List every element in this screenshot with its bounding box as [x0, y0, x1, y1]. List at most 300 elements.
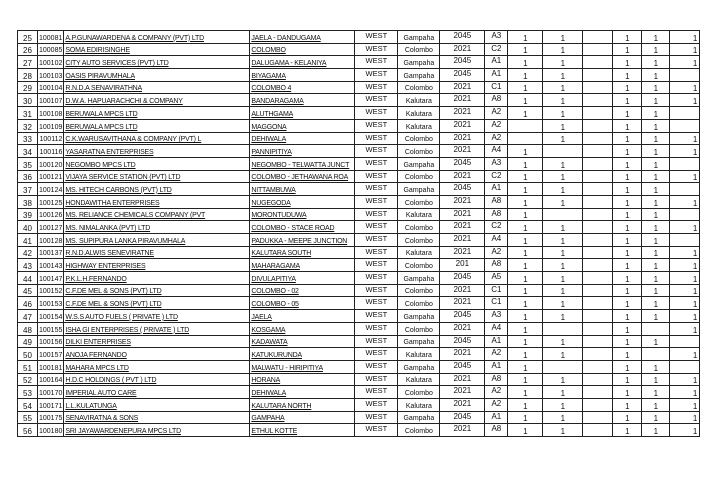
row-number: 50: [18, 348, 38, 361]
table-row: [18, 259, 700, 272]
class-code: A1: [485, 69, 508, 82]
flag-5: 1: [642, 69, 670, 82]
data-table: [17, 30, 700, 437]
capacity: 2021: [440, 107, 485, 120]
table-row: [18, 145, 700, 158]
class-code: C2: [485, 43, 508, 56]
flag-5: [642, 348, 670, 361]
flag-4: 1: [613, 157, 642, 170]
station-id: 100128: [38, 234, 64, 247]
flag-1: 1: [508, 322, 543, 335]
row-number: 54: [18, 398, 38, 411]
province: WEST: [355, 411, 398, 424]
dealer-name: SOMA EDIRISINGHE: [64, 43, 250, 56]
flag-6: 1: [670, 56, 700, 69]
flag-1: 1: [508, 195, 543, 208]
station-id: 100102: [38, 56, 64, 69]
flag-2: [543, 208, 583, 221]
row-number: 40: [18, 221, 38, 234]
flag-5: 1: [642, 259, 670, 272]
flag-3: [583, 56, 613, 69]
row-number: 36: [18, 170, 38, 183]
station-id: 100120: [38, 157, 64, 170]
class-code: A5: [485, 272, 508, 285]
flag-2: 1: [543, 81, 583, 94]
flag-1: 1: [508, 94, 543, 107]
district: Gampaha: [398, 310, 440, 323]
dealer-name: R.N.D.A SENAVIRATHNA: [64, 81, 250, 94]
flag-2: 1: [543, 424, 583, 437]
station-id: 100180: [38, 424, 64, 437]
flag-6: 1: [670, 145, 700, 158]
row-number: 33: [18, 132, 38, 145]
dealer-name: MS. NIMALANKA (PVT) LTD: [64, 221, 250, 234]
province: WEST: [355, 297, 398, 310]
capacity: 2021: [440, 297, 485, 310]
province: WEST: [355, 373, 398, 386]
flag-3: [583, 297, 613, 310]
dealer-name: H.D.C HOLDINGS ( PVT ) LTD: [64, 373, 250, 386]
station-id: 100103: [38, 69, 64, 82]
flag-4: 1: [613, 386, 642, 399]
table-row: [18, 69, 700, 82]
capacity: 2021: [440, 94, 485, 107]
flag-6: 1: [670, 81, 700, 94]
flag-6: [670, 157, 700, 170]
district: Colombo: [398, 386, 440, 399]
capacity: 2045: [440, 310, 485, 323]
station-id: 100155: [38, 322, 64, 335]
flag-3: [583, 145, 613, 158]
flag-3: [583, 208, 613, 221]
flag-4: 1: [613, 411, 642, 424]
station-id: 100175: [38, 411, 64, 424]
district: Gampaha: [398, 31, 440, 44]
dealer-name: OASIS PIRAVUMHALA: [64, 69, 250, 82]
station-id: 100152: [38, 284, 64, 297]
flag-3: [583, 69, 613, 82]
dealer-name: VIJAYA SERVICE STATION (PVT) LTD: [64, 170, 250, 183]
flag-2: 1: [543, 272, 583, 285]
flag-4: 1: [613, 145, 642, 158]
province: WEST: [355, 145, 398, 158]
flag-5: 1: [642, 411, 670, 424]
capacity: 2021: [440, 348, 485, 361]
flag-4: 1: [613, 183, 642, 196]
row-number: 38: [18, 195, 38, 208]
flag-1: 1: [508, 272, 543, 285]
row-number: 29: [18, 81, 38, 94]
table-row: [18, 322, 700, 335]
flag-6: 1: [670, 170, 700, 183]
table-row: [18, 43, 700, 56]
dealer-address: MALWATU - HIRIPITIYA: [250, 360, 355, 373]
flag-4: 1: [613, 132, 642, 145]
row-number: 30: [18, 94, 38, 107]
flag-5: 1: [642, 297, 670, 310]
flag-3: [583, 335, 613, 348]
flag-5: 1: [642, 183, 670, 196]
station-id: 100157: [38, 348, 64, 361]
flag-6: 1: [670, 272, 700, 285]
dealer-address: NEGOMBO - TELWATTA JUNCT: [250, 157, 355, 170]
flag-1: 1: [508, 81, 543, 94]
dealer-address: COLOMBO - JETHAWANA ROA: [250, 170, 355, 183]
dealer-address: COLOMBO - 05: [250, 297, 355, 310]
dealer-address: GAMPAHA: [250, 411, 355, 424]
flag-4: 1: [613, 170, 642, 183]
table-row: [18, 31, 700, 44]
dealer-address: COLOMBO - 02: [250, 284, 355, 297]
flag-6: 1: [670, 259, 700, 272]
flag-5: 1: [642, 310, 670, 323]
flag-3: [583, 322, 613, 335]
dealer-address: KOSGAMA: [250, 322, 355, 335]
flag-4: 1: [613, 94, 642, 107]
flag-5: 1: [642, 195, 670, 208]
class-code: C1: [485, 81, 508, 94]
province: WEST: [355, 284, 398, 297]
flag-2: 1: [543, 221, 583, 234]
flag-6: [670, 107, 700, 120]
dealer-name: SRI JAYAWARDENEPURA MPCS LTD: [64, 424, 250, 437]
capacity: 2021: [440, 43, 485, 56]
flag-6: 1: [670, 348, 700, 361]
flag-1: 1: [508, 335, 543, 348]
dealer-name: MS. HITECH CARBONS (PVT) LTD: [64, 183, 250, 196]
flag-1: 1: [508, 157, 543, 170]
class-code: A3: [485, 31, 508, 44]
station-id: 100107: [38, 94, 64, 107]
flag-5: 1: [642, 398, 670, 411]
table-row: [18, 119, 700, 132]
table-row: [18, 94, 700, 107]
table-row: [18, 373, 700, 386]
class-code: C1: [485, 297, 508, 310]
dealer-name: SENAVIRATNA & SONS: [64, 411, 250, 424]
capacity: 2045: [440, 335, 485, 348]
flag-1: 1: [508, 310, 543, 323]
flag-5: 1: [642, 272, 670, 285]
dealer-name: DILKI ENTERPRISES: [64, 335, 250, 348]
class-code: A2: [485, 386, 508, 399]
row-number: 35: [18, 157, 38, 170]
province: WEST: [355, 272, 398, 285]
flag-1: 1: [508, 373, 543, 386]
flag-4: 1: [613, 310, 642, 323]
province: WEST: [355, 170, 398, 183]
row-number: 56: [18, 424, 38, 437]
dealer-address: HORANA: [250, 373, 355, 386]
dealer-address: DEHIWALA: [250, 132, 355, 145]
dealer-name: CITY AUTO SERVICES (PVT) LTD: [64, 56, 250, 69]
district: Kalutara: [398, 107, 440, 120]
province: WEST: [355, 132, 398, 145]
row-number: 42: [18, 246, 38, 259]
district: Kalutara: [398, 208, 440, 221]
class-code: C1: [485, 284, 508, 297]
dealer-address: DEHIWALA: [250, 386, 355, 399]
station-id: 100181: [38, 360, 64, 373]
class-code: A4: [485, 234, 508, 247]
dealer-address: NITTAMBUWA: [250, 183, 355, 196]
flag-5: 1: [642, 208, 670, 221]
district: Kalutara: [398, 398, 440, 411]
table-row: [18, 272, 700, 285]
dealer-name: P.K.L.H.FERNANDO: [64, 272, 250, 285]
province: WEST: [355, 195, 398, 208]
flag-4: 1: [613, 69, 642, 82]
flag-6: [670, 208, 700, 221]
flag-1: 1: [508, 170, 543, 183]
flag-2: 1: [543, 107, 583, 120]
class-code: A8: [485, 259, 508, 272]
dealer-address: MAHARAGAMA: [250, 259, 355, 272]
dealer-name: ANOJA FERNANDO: [64, 348, 250, 361]
capacity: 2045: [440, 69, 485, 82]
row-number: 48: [18, 322, 38, 335]
class-code: A3: [485, 310, 508, 323]
station-id: 100104: [38, 81, 64, 94]
flag-6: 1: [670, 322, 700, 335]
station-id: 100125: [38, 195, 64, 208]
flag-6: 1: [670, 94, 700, 107]
table-row: [18, 284, 700, 297]
row-number: 45: [18, 284, 38, 297]
flag-6: 1: [670, 221, 700, 234]
flag-1: 1: [508, 284, 543, 297]
flag-4: 1: [613, 373, 642, 386]
class-code: A1: [485, 335, 508, 348]
district: Kalutara: [398, 246, 440, 259]
flag-6: [670, 119, 700, 132]
flag-3: [583, 411, 613, 424]
station-id: 100124: [38, 183, 64, 196]
table-row: [18, 246, 700, 259]
district: Colombo: [398, 424, 440, 437]
flag-5: [642, 322, 670, 335]
flag-2: 1: [543, 56, 583, 69]
district: Gampaha: [398, 183, 440, 196]
district: Colombo: [398, 297, 440, 310]
flag-5: 1: [642, 94, 670, 107]
capacity: 2021: [440, 386, 485, 399]
flag-3: [583, 170, 613, 183]
province: WEST: [355, 234, 398, 247]
flag-6: 1: [670, 195, 700, 208]
flag-2: 1: [543, 94, 583, 107]
flag-2: 1: [543, 348, 583, 361]
row-number: 31: [18, 107, 38, 120]
flag-4: 1: [613, 43, 642, 56]
station-id: 100156: [38, 335, 64, 348]
row-number: 37: [18, 183, 38, 196]
flag-4: 1: [613, 31, 642, 44]
district: Colombo: [398, 145, 440, 158]
province: WEST: [355, 259, 398, 272]
flag-1: [508, 132, 543, 145]
flag-1: [508, 119, 543, 132]
station-id: 100121: [38, 170, 64, 183]
capacity: 2021: [440, 221, 485, 234]
dealer-name: HONDAWITHA ENTERPRISES: [64, 195, 250, 208]
district: Colombo: [398, 43, 440, 56]
table-row: [18, 157, 700, 170]
flag-2: 1: [543, 132, 583, 145]
province: WEST: [355, 398, 398, 411]
dealer-name: MS. RELIANCE CHEMICALS COMPANY (PVT: [64, 208, 250, 221]
capacity: 2021: [440, 284, 485, 297]
flag-3: [583, 107, 613, 120]
dealer-name: BERUWALA MPCS LTD: [64, 119, 250, 132]
province: WEST: [355, 348, 398, 361]
station-id: 100137: [38, 246, 64, 259]
dealer-address: MAGGONA: [250, 119, 355, 132]
flag-3: [583, 310, 613, 323]
class-code: A4: [485, 322, 508, 335]
district: Colombo: [398, 132, 440, 145]
class-code: A2: [485, 398, 508, 411]
row-number: 26: [18, 43, 38, 56]
flag-1: 1: [508, 183, 543, 196]
flag-3: [583, 284, 613, 297]
table-row: [18, 132, 700, 145]
flag-1: 1: [508, 69, 543, 82]
district: Kalutara: [398, 348, 440, 361]
table-row: [18, 81, 700, 94]
table-row: [18, 360, 700, 373]
capacity: 2045: [440, 411, 485, 424]
flag-1: 1: [508, 348, 543, 361]
district: Gampaha: [398, 360, 440, 373]
dealer-name: MS. SUPIPURA LANKA PIRAVUMHALA: [64, 234, 250, 247]
district: Colombo: [398, 284, 440, 297]
flag-2: 1: [543, 31, 583, 44]
flag-4: 1: [613, 272, 642, 285]
flag-3: [583, 157, 613, 170]
flag-3: [583, 246, 613, 259]
flag-3: [583, 348, 613, 361]
dealer-name: A.P.GUNAWARDENA & COMPANY (PVT) LTD: [64, 31, 250, 44]
flag-5: 1: [642, 56, 670, 69]
flag-2: 1: [543, 398, 583, 411]
flag-3: [583, 195, 613, 208]
flag-6: 1: [670, 246, 700, 259]
flag-3: [583, 43, 613, 56]
station-id: 100081: [38, 31, 64, 44]
capacity: 2045: [440, 56, 485, 69]
class-code: C2: [485, 170, 508, 183]
flag-4: 1: [613, 360, 642, 373]
class-code: A2: [485, 119, 508, 132]
flag-5: 1: [642, 373, 670, 386]
table-row: [18, 335, 700, 348]
flag-2: 1: [543, 259, 583, 272]
class-code: A8: [485, 208, 508, 221]
province: WEST: [355, 31, 398, 44]
district: Kalutara: [398, 94, 440, 107]
table-row: [18, 411, 700, 424]
flag-2: 1: [543, 234, 583, 247]
flag-1: 1: [508, 221, 543, 234]
flag-1: 1: [508, 259, 543, 272]
station-id: 100153: [38, 297, 64, 310]
flag-1: 1: [508, 424, 543, 437]
station-id: 100085: [38, 43, 64, 56]
capacity: 2021: [440, 208, 485, 221]
capacity: 2045: [440, 31, 485, 44]
flag-5: 1: [642, 360, 670, 373]
flag-5: 1: [642, 145, 670, 158]
province: WEST: [355, 94, 398, 107]
flag-4: 1: [613, 195, 642, 208]
flag-1: 1: [508, 398, 543, 411]
capacity: 2021: [440, 373, 485, 386]
province: WEST: [355, 310, 398, 323]
dealer-address: DIVULAPITIYA: [250, 272, 355, 285]
province: WEST: [355, 221, 398, 234]
class-code: A2: [485, 348, 508, 361]
dealer-address: PADUKKA - MEEPE JUNCTION: [250, 234, 355, 247]
flag-2: 1: [543, 335, 583, 348]
capacity: 2021: [440, 424, 485, 437]
row-number: 46: [18, 297, 38, 310]
flag-2: 1: [543, 411, 583, 424]
flag-4: 1: [613, 297, 642, 310]
station-id: 100116: [38, 145, 64, 158]
capacity: 2045: [440, 360, 485, 373]
flag-5: 1: [642, 335, 670, 348]
province: WEST: [355, 246, 398, 259]
flag-3: [583, 373, 613, 386]
province: WEST: [355, 208, 398, 221]
table-row: [18, 195, 700, 208]
flag-2: [543, 322, 583, 335]
flag-4: 1: [613, 284, 642, 297]
row-number: 41: [18, 234, 38, 247]
flag-1: 1: [508, 386, 543, 399]
table-row: [18, 297, 700, 310]
flag-1: 1: [508, 56, 543, 69]
flag-4: 1: [613, 119, 642, 132]
flag-6: 1: [670, 398, 700, 411]
flag-3: [583, 272, 613, 285]
flag-2: 1: [543, 284, 583, 297]
dealer-address: ALUTHGAMA: [250, 107, 355, 120]
capacity: 2021: [440, 170, 485, 183]
station-id: 100127: [38, 221, 64, 234]
class-code: A8: [485, 424, 508, 437]
dealer-name: IMPERIAL AUTO CARE: [64, 386, 250, 399]
flag-3: [583, 119, 613, 132]
flag-5: 1: [642, 157, 670, 170]
flag-2: 1: [543, 386, 583, 399]
district: Kalutara: [398, 373, 440, 386]
district: Colombo: [398, 322, 440, 335]
class-code: A4: [485, 145, 508, 158]
dealer-name: MAHARA MPCS LTD: [64, 360, 250, 373]
capacity: 2021: [440, 132, 485, 145]
flag-2: [543, 360, 583, 373]
dealer-name: C.F.DE MEL & SONS (PVT) LTD: [64, 297, 250, 310]
class-code: A1: [485, 183, 508, 196]
flag-2: 1: [543, 157, 583, 170]
dealer-address: PANNIPITIYA: [250, 145, 355, 158]
row-number: 27: [18, 56, 38, 69]
flag-2: 1: [543, 183, 583, 196]
dealer-address: NUGEGODA: [250, 195, 355, 208]
table-row: [18, 310, 700, 323]
